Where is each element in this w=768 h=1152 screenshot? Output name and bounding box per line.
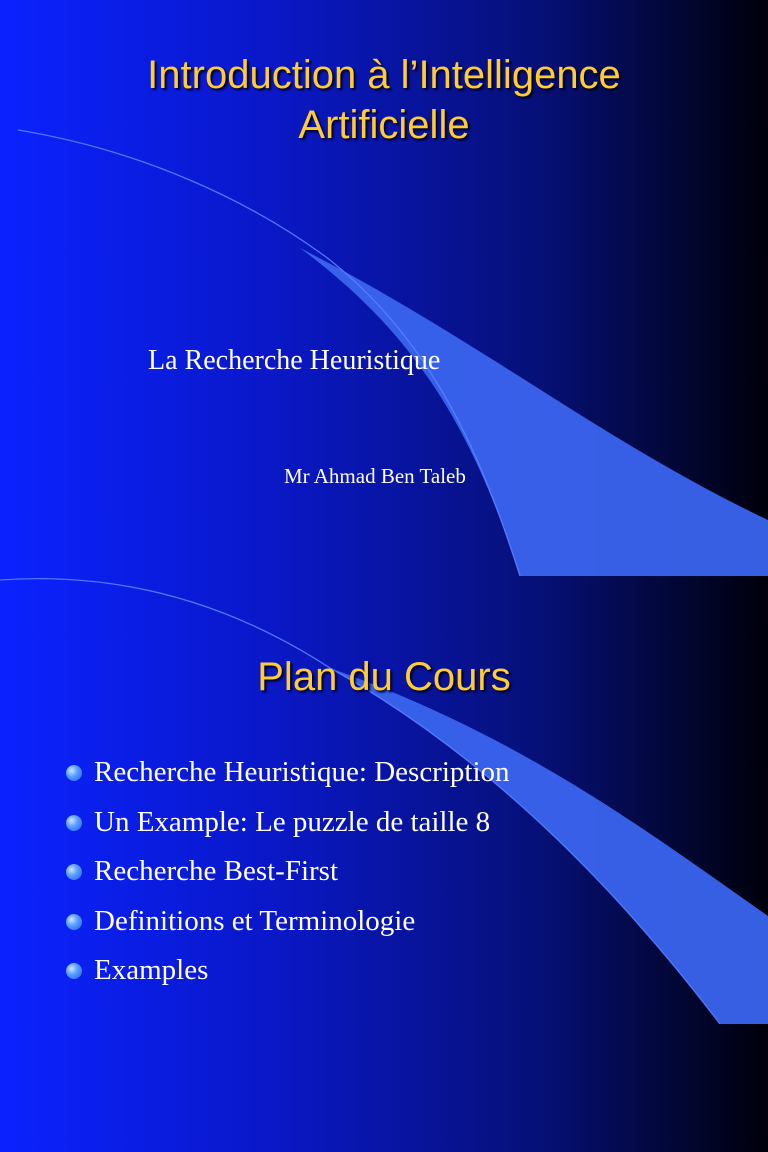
bullet-item — [66, 752, 510, 802]
slide-1-title — [0, 50, 768, 150]
slide-2 — [0, 576, 768, 1152]
bullet-item — [66, 851, 510, 901]
bullet-item — [66, 950, 510, 1000]
slide-2-title: Plan du Cours — [257, 655, 511, 699]
title-line-1: Introduction à l’Intelligence — [147, 53, 621, 97]
bullet-dot-icon — [66, 864, 82, 880]
slide-1-author: Mr Ahmad Ben Taleb — [284, 464, 466, 488]
bullet-text: Definitions et Terminologie — [94, 904, 416, 937]
slide-1-subtitle: La Recherche Heuristique — [148, 345, 441, 376]
bullet-dot-icon — [66, 765, 82, 781]
bullet-dot-icon — [66, 914, 82, 930]
bullet-item — [66, 802, 510, 852]
bullet-text: Recherche Heuristique: Description — [94, 756, 510, 788]
bullet-text: Recherche Best-First — [94, 855, 339, 887]
bullet-list — [66, 752, 510, 1000]
bullet-text: Un Example: Le puzzle de taille 8 — [94, 805, 491, 838]
bullet-dot-icon — [66, 815, 82, 831]
title-line-2: Artificielle — [298, 103, 470, 147]
bullet-item — [66, 901, 510, 951]
bullet-dot-icon — [66, 963, 82, 979]
bullet-text: Examples — [94, 954, 209, 986]
